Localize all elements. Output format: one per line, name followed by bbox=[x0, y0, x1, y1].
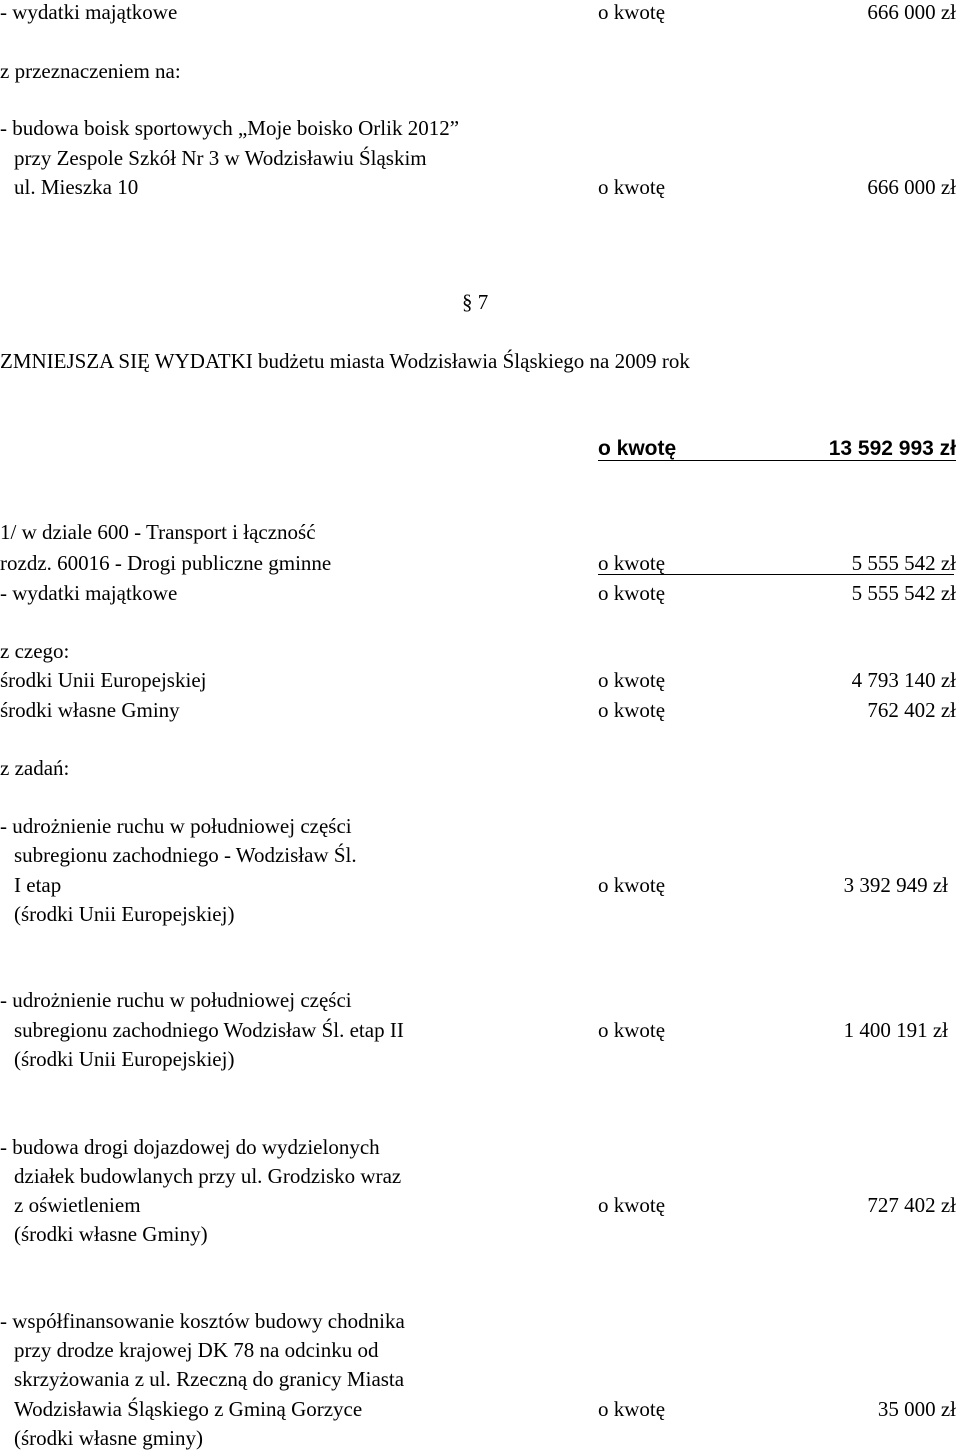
z-czego-label: z czego: bbox=[0, 639, 70, 663]
task-4-line-1: - współfinansowanie kosztów budowy chodnika bbox=[0, 1309, 405, 1333]
task-3-line-2: działek budowlanych przy ul. Grodzisko wraz bbox=[14, 1164, 402, 1188]
task-3-line-4: (środki własne Gminy) bbox=[14, 1222, 208, 1246]
srodki-gminy-kwota: o kwotę bbox=[598, 698, 666, 722]
task-1-line-1: - udrożnienie ruchu w południowej części bbox=[0, 814, 352, 838]
dzial-title: 1/ w dziale 600 - Transport i łączność bbox=[0, 520, 316, 544]
section-heading: ZMNIEJSZA SIĘ WYDATKI budżetu miasta Wodzisławia Śląskiego na 2009 rok bbox=[0, 349, 690, 373]
przeznaczenie-label: z przeznaczeniem na: bbox=[0, 59, 181, 83]
task-3-line-3: z oświetleniem bbox=[14, 1193, 141, 1217]
task-4-line-3: skrzyżowania z ul. Rzeczną do granicy Miasta bbox=[14, 1367, 405, 1391]
rozdz-label: rozdz. 60016 - Drogi publiczne gminne bbox=[0, 551, 332, 575]
task-4-amount: 35 000 zł bbox=[877, 1397, 956, 1421]
orlik-line-3: ul. Mieszka 10 bbox=[14, 175, 139, 199]
wydatki-majatkowe-amount: 666 000 zł bbox=[867, 0, 956, 24]
task-3-kwota: o kwotę bbox=[598, 1193, 666, 1217]
total-amount: 13 592 993 zł bbox=[828, 437, 956, 460]
task-1-kwota: o kwotę bbox=[598, 873, 666, 897]
task-2-kwota: o kwotę bbox=[598, 1018, 666, 1042]
task-2-line-1: - udrożnienie ruchu w południowej części bbox=[0, 988, 352, 1012]
task-1-line-2: subregionu zachodniego - Wodzisław Śl. bbox=[14, 843, 357, 867]
task-1-amount: 3 392 949 zł bbox=[843, 873, 948, 897]
task-4-line-2: przy drodze krajowej DK 78 na odcinku od bbox=[14, 1338, 379, 1362]
rozdz-underline bbox=[598, 574, 954, 575]
task-2-line-2: subregionu zachodniego Wodzisław Śl. etap II bbox=[14, 1018, 404, 1042]
rozdz-kwota: o kwotę bbox=[598, 551, 666, 575]
task-4-line-4: Wodzisławia Śląskiego z Gminą Gorzyce bbox=[14, 1397, 363, 1421]
srodki-ue-label: środki Unii Europejskiej bbox=[0, 668, 207, 692]
dzial-wydatki-label: - wydatki majątkowe bbox=[0, 581, 178, 605]
dzial-wydatki-amount: 5 555 542 zł bbox=[851, 581, 956, 605]
srodki-ue-kwota: o kwotę bbox=[598, 668, 666, 692]
dzial-wydatki-kwota: o kwotę bbox=[598, 581, 666, 605]
task-4-line-5: (środki własne gminy) bbox=[14, 1426, 203, 1450]
task-4-kwota: o kwotę bbox=[598, 1397, 666, 1421]
task-3-amount: 727 402 zł bbox=[867, 1193, 956, 1217]
section-number: § 7 bbox=[462, 290, 489, 314]
orlik-line-1: - budowa boisk sportowych „Moje boisko Orlik 2012” bbox=[0, 116, 460, 140]
srodki-gminy-label: środki własne Gminy bbox=[0, 698, 180, 722]
task-2-line-3: (środki Unii Europejskiej) bbox=[14, 1047, 235, 1071]
wydatki-majatkowe-kwota: o kwotę bbox=[598, 0, 666, 24]
task-3-line-1: - budowa drogi dojazdowej do wydzielonych bbox=[0, 1135, 380, 1159]
z-zadan-label: z zadań: bbox=[0, 756, 70, 780]
task-1-line-3: I etap bbox=[14, 873, 62, 897]
orlik-kwota: o kwotę bbox=[598, 175, 666, 199]
orlik-amount: 666 000 zł bbox=[867, 175, 956, 199]
srodki-gminy-amount: 762 402 zł bbox=[867, 698, 956, 722]
total-underline bbox=[598, 460, 956, 461]
rozdz-amount: 5 555 542 zł bbox=[851, 551, 956, 575]
total-kwota: o kwotę bbox=[598, 437, 677, 460]
orlik-line-2: przy Zespole Szkół Nr 3 w Wodzisławiu Śląskim bbox=[14, 146, 427, 170]
wydatki-majatkowe-label: - wydatki majątkowe bbox=[0, 0, 178, 24]
task-2-amount: 1 400 191 zł bbox=[843, 1018, 948, 1042]
srodki-ue-amount: 4 793 140 zł bbox=[851, 668, 956, 692]
task-1-line-4: (środki Unii Europejskiej) bbox=[14, 902, 235, 926]
